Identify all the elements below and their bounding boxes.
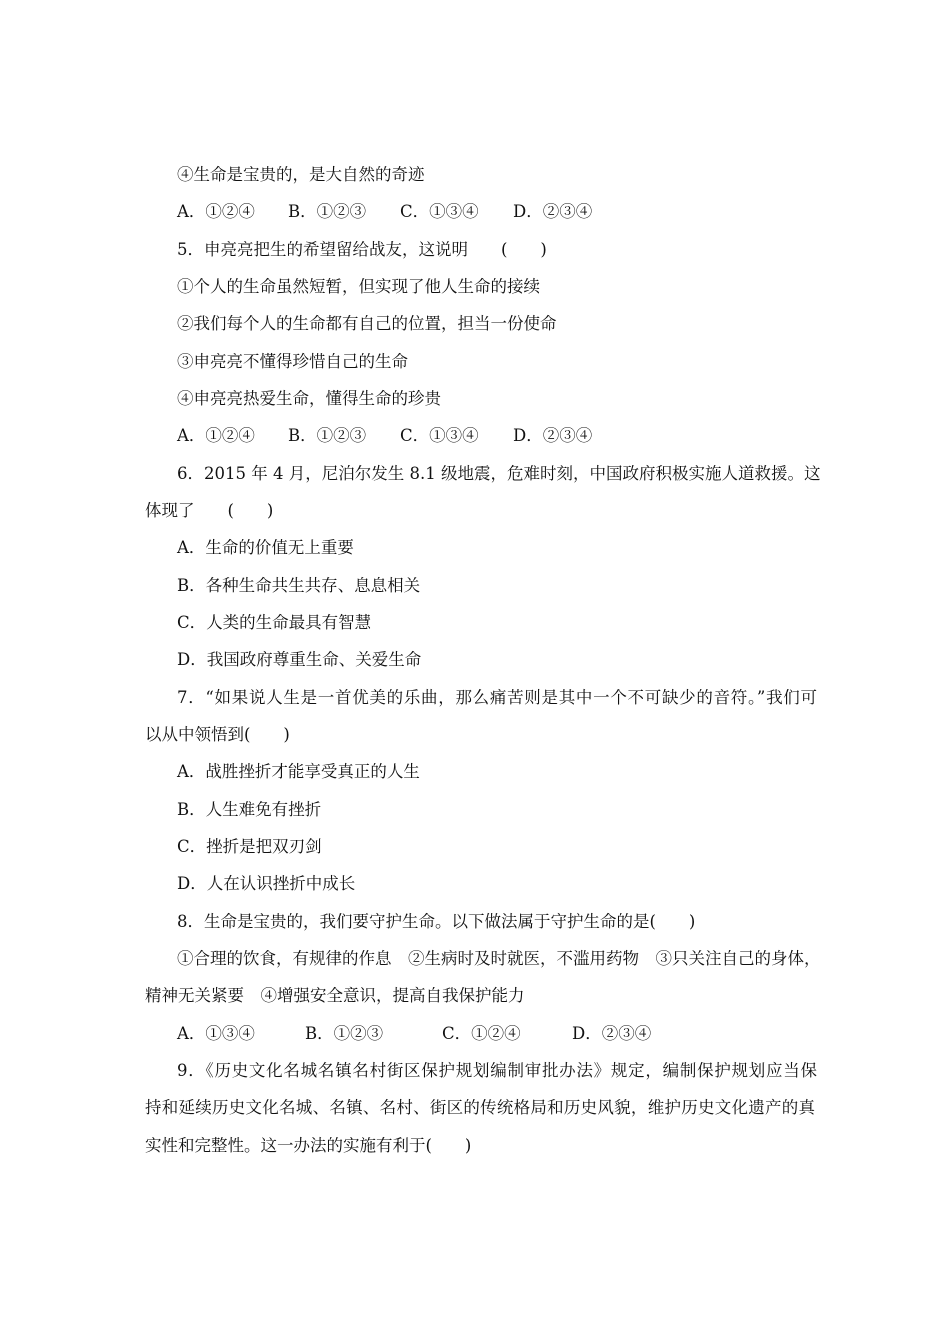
- q5-option-d: D．②③④: [513, 426, 593, 445]
- q7-stem-line-2: 以从中领悟到( ): [145, 725, 290, 744]
- q6-stem-line-2: 体现了 ( ): [145, 501, 274, 520]
- q8-option-d: D．②③④: [572, 1024, 652, 1043]
- q4-statement-4: ④生命是宝贵的，是大自然的奇迹: [177, 165, 425, 184]
- q5-option-a: A．①②④: [177, 426, 255, 445]
- q8-statements-line-2: 精神无关紧要 ④增强安全意识，提高自我保护能力: [145, 986, 525, 1005]
- q4-option-b: B．①②③: [288, 202, 367, 221]
- q5-statement-3: ③申亮亮不懂得珍惜自己的生命: [177, 352, 408, 371]
- q5-statement-4: ④申亮亮热爱生命，懂得生命的珍贵: [177, 389, 441, 408]
- q7-option-b: B．人生难免有挫折: [177, 800, 322, 819]
- q4-option-c: C．①③④: [400, 202, 479, 221]
- q8-option-b: B．①②③: [305, 1024, 384, 1043]
- q7-stem-line-1: 7．“如果说人生是一首优美的乐曲，那么痛苦则是其中一个不可缺少的音符。”我们可: [177, 688, 817, 707]
- q6-option-d: D．我国政府尊重生命、关爱生命: [177, 650, 422, 669]
- q9-stem-line-3: 实性和完整性。这一办法的实施有利于( ): [145, 1136, 472, 1155]
- q6-option-b: B．各种生命共生共存、息息相关: [177, 576, 421, 595]
- q7-option-c: C．挫折是把双刃剑: [177, 837, 322, 856]
- q5-statement-2: ②我们每个人的生命都有自己的位置，担当一份使命: [177, 314, 557, 333]
- q5-option-c: C．①③④: [400, 426, 479, 445]
- q6-option-c: C．人类的生命最具有智慧: [177, 613, 372, 632]
- q7-option-a: A．战胜挫折才能享受真正的人生: [177, 762, 420, 781]
- q9-stem-line-2: 持和延续历史文化名城、名镇、名村、街区的传统格局和历史风貌，维护历史文化遗产的真: [145, 1098, 815, 1117]
- q9-stem-line-1: 9．《历史文化名城名镇名村街区保护规划编制审批办法》规定，编制保护规划应当保: [177, 1061, 817, 1080]
- q4-option-d: D．②③④: [513, 202, 593, 221]
- q7-option-d: D．人在认识挫折中成长: [177, 874, 356, 893]
- q8-option-a: A．①③④: [177, 1024, 255, 1043]
- q5-option-b: B．①②③: [288, 426, 367, 445]
- q4-options: [177, 200, 817, 224]
- q8-option-c: C．①②④: [442, 1024, 521, 1043]
- q6-option-a: A．生命的价值无上重要: [177, 538, 354, 557]
- q8-options: [177, 1022, 817, 1046]
- q5-options: [177, 424, 817, 448]
- q8-statements-line-1: ①合理的饮食，有规律的作息 ②生病时及时就医，不滥用药物 ③只关注自己的身体，: [177, 949, 821, 968]
- q5-statement-1: ①个人的生命虽然短暂，但实现了他人生命的接续: [177, 277, 540, 296]
- q8-stem: 8．生命是宝贵的，我们要守护生命。以下做法属于守护生命的是( ): [177, 912, 696, 931]
- q4-option-a: A．①②④: [177, 202, 255, 221]
- q6-stem-line-1: 6．2015 年 4 月，尼泊尔发生 8.1 级地震，危难时刻，中国政府积极实施人道救援。这: [177, 464, 821, 483]
- q5-stem: 5．申亮亮把生的希望留给战友，这说明 ( ): [177, 240, 547, 259]
